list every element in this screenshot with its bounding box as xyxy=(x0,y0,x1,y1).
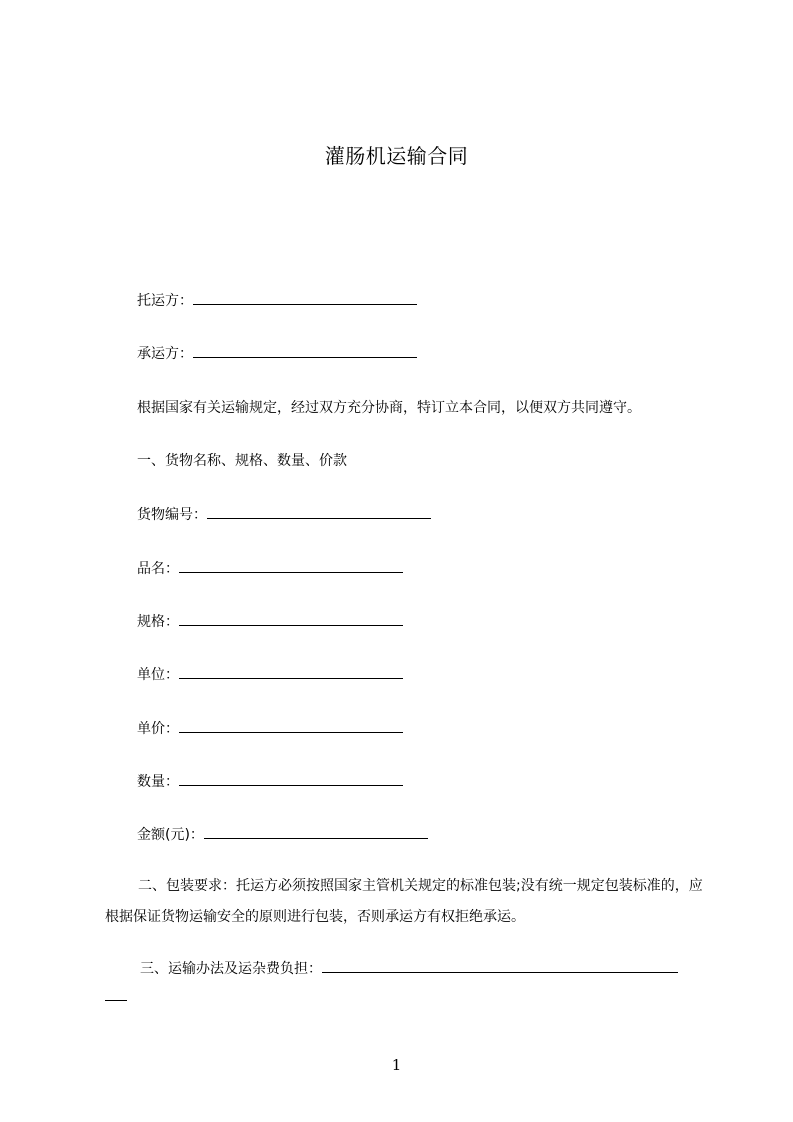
goods-number-line xyxy=(137,504,431,525)
unit-blank[interactable] xyxy=(179,664,403,679)
page-number: 1 xyxy=(391,1056,402,1074)
carrier-blank[interactable] xyxy=(193,343,417,358)
section3-blank-continued[interactable] xyxy=(105,986,127,1001)
quantity-line xyxy=(137,771,403,792)
goods-number-blank[interactable] xyxy=(207,504,431,519)
quantity-label: 数量： xyxy=(137,774,179,790)
unit-line xyxy=(137,664,403,685)
specification-label: 规格： xyxy=(137,614,179,630)
unit-label: 单位： xyxy=(137,667,179,683)
amount-blank[interactable] xyxy=(204,824,428,839)
document-title: 灌肠机运输合同 xyxy=(324,144,469,168)
section2-paragraph: 二、包装要求：托运方必须按照国家主管机关规定的标准包装;没有统一规定包装标准的，应根据保证货物运输安全的原则进行包装，否则承运方有权拒绝承运。 xyxy=(105,878,703,925)
section3-line xyxy=(140,958,678,979)
amount-line xyxy=(137,824,428,845)
shipper-blank[interactable] xyxy=(193,290,417,305)
section1-heading: 一、货物名称、规格、数量、价款 xyxy=(137,453,347,469)
shipper-line xyxy=(137,290,417,311)
intro-paragraph: 根据国家有关运输规定，经过双方充分协商，特订立本合同，以便双方共同遵守。 xyxy=(137,400,641,416)
product-name-label: 品名： xyxy=(137,561,179,577)
quantity-blank[interactable] xyxy=(179,771,403,786)
section3-label: 三、运输办法及运杂费负担： xyxy=(140,961,322,977)
amount-label: 金额(元)： xyxy=(137,827,204,843)
unit-price-label: 单价： xyxy=(137,721,179,737)
specification-line xyxy=(137,611,403,632)
product-name-blank[interactable] xyxy=(179,558,403,573)
carrier-label: 承运方： xyxy=(137,346,193,362)
shipper-label: 托运方： xyxy=(137,293,193,309)
unit-price-line xyxy=(137,718,403,739)
goods-number-label: 货物编号： xyxy=(137,507,207,523)
unit-price-blank[interactable] xyxy=(179,718,403,733)
specification-blank[interactable] xyxy=(179,611,403,626)
section3-blank[interactable] xyxy=(322,958,678,973)
product-name-line xyxy=(137,558,403,579)
carrier-line xyxy=(137,343,417,364)
